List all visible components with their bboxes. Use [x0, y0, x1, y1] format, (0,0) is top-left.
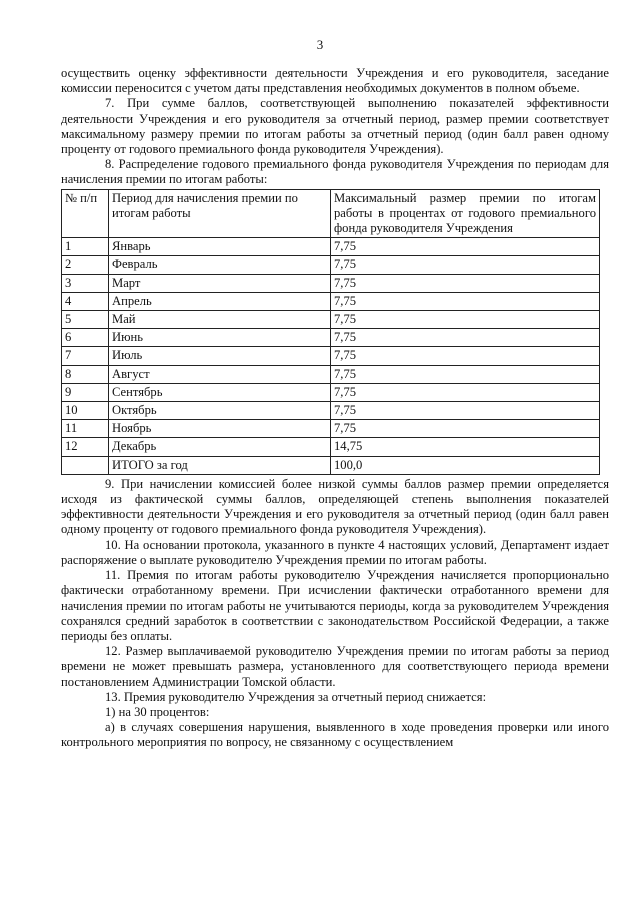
table-row [62, 347, 600, 365]
row-period: Май [109, 311, 331, 329]
paragraph-8: 8. Распределение годового премиального фонда руководителя Учреждения по периодам для начисления премии по итогам работы: [61, 157, 609, 187]
table-header-row [62, 189, 600, 238]
row-value: 7,75 [331, 292, 600, 310]
row-value: 100,0 [331, 456, 600, 474]
table-row [62, 420, 600, 438]
paragraph-12: 12. Размер выплачиваемой руководителю Учреждения премии по итогам работы за период времени не может превышать размера, установленного для соответствующего периода времени постановлением Администрации Томской области. [61, 644, 609, 689]
row-period: Январь [109, 238, 331, 256]
row-value: 7,75 [331, 329, 600, 347]
row-period: Апрель [109, 292, 331, 310]
row-value: 7,75 [331, 238, 600, 256]
row-period: Ноябрь [109, 420, 331, 438]
row-number: 12 [62, 438, 109, 456]
header-period: Период для начисления премии по итогам работы [109, 189, 331, 238]
row-value: 7,75 [331, 311, 600, 329]
paragraph-9: 9. При начислении комиссией более низкой суммы баллов размер премии определяется исходя из фактической суммы баллов, определяющей степень выполнения показателей эффективности деятельности Учреждения и его руководителя за отчетный период (один балл равен одному проценту от годового премиального фонда руководителя Учреждения). [61, 476, 609, 537]
row-number: 8 [62, 365, 109, 383]
page-number: 3 [316, 37, 324, 52]
row-number [62, 456, 109, 474]
row-period: Июнь [109, 329, 331, 347]
row-period: Декабрь [109, 438, 331, 456]
table-row [62, 256, 600, 274]
row-value: 7,75 [331, 274, 600, 292]
row-period: ИТОГО за год [109, 456, 331, 474]
table-row [62, 274, 600, 292]
row-number: 1 [62, 238, 109, 256]
row-value: 14,75 [331, 438, 600, 456]
document-body [61, 66, 609, 751]
paragraph-10: 10. На основании протокола, указанного в пункте 4 настоящих условий, Департамент издает распоряжение о выплате руководителю Учреждения премии по итогам работы. [61, 537, 609, 567]
table-row [62, 311, 600, 329]
paragraph-7: 7. При сумме баллов, соответствующей выполнению показателей эффективности деятельности Учреждения и его руководителя за отчетный период, размер премии соответствует максимальному размеру премии по итогам работы за отчетный период (один балл равен одному проценту от годового премиального фонда руководителя Учреждения). [61, 96, 609, 157]
row-number: 7 [62, 347, 109, 365]
header-max-premium: Максимальный размер премии по итогам работы в процентах от годового премиального фонда руководителя Учреждения [331, 189, 600, 238]
row-value: 7,75 [331, 402, 600, 420]
table-row [62, 402, 600, 420]
row-number: 5 [62, 311, 109, 329]
row-number: 3 [62, 274, 109, 292]
item-a: а) в случаях совершения нарушения, выявленного в ходе проведения проверки или иного контрольного мероприятия по вопросу, не связанному с осуществлением [61, 720, 609, 750]
premium-distribution-table [61, 189, 600, 475]
item-1: 1) на 30 процентов: [105, 704, 210, 719]
row-value: 7,75 [331, 256, 600, 274]
row-period: Март [109, 274, 331, 292]
row-number: 2 [62, 256, 109, 274]
row-number: 10 [62, 402, 109, 420]
row-period: Октябрь [109, 402, 331, 420]
row-number: 6 [62, 329, 109, 347]
table-row [62, 292, 600, 310]
row-period: Август [109, 365, 331, 383]
table-row [62, 383, 600, 401]
table-row [62, 456, 600, 474]
table-row [62, 438, 600, 456]
row-period: Июль [109, 347, 331, 365]
header-number: № п/п [62, 189, 109, 238]
row-number: 9 [62, 383, 109, 401]
table-row [62, 365, 600, 383]
paragraph-11: 11. Премия по итогам работы руководителю Учреждения начисляется пропорционально фактически отработанному времени. При исчислении фактически отработанного времени для начисления премии по итогам работы не учитываются периоды, когда за руководителем Учреждения сохранялся средний заработок в соответствии с законодательством Российской Федерации, а также периоды без оплаты. [61, 568, 609, 643]
row-value: 7,75 [331, 365, 600, 383]
intro-paragraph: осуществить оценку эффективности деятельности Учреждения и его руководителя, заседание комиссии переносится с учетом даты представления необходимых документов в полном объеме. [61, 66, 609, 96]
row-period: Сентябрь [109, 383, 331, 401]
row-period: Февраль [109, 256, 331, 274]
row-number: 4 [62, 292, 109, 310]
paragraph-13: 13. Премия руководителю Учреждения за отчетный период снижается: [105, 689, 487, 704]
row-value: 7,75 [331, 420, 600, 438]
table-row [62, 238, 600, 256]
row-value: 7,75 [331, 383, 600, 401]
table-row [62, 329, 600, 347]
row-number: 11 [62, 420, 109, 438]
row-value: 7,75 [331, 347, 600, 365]
